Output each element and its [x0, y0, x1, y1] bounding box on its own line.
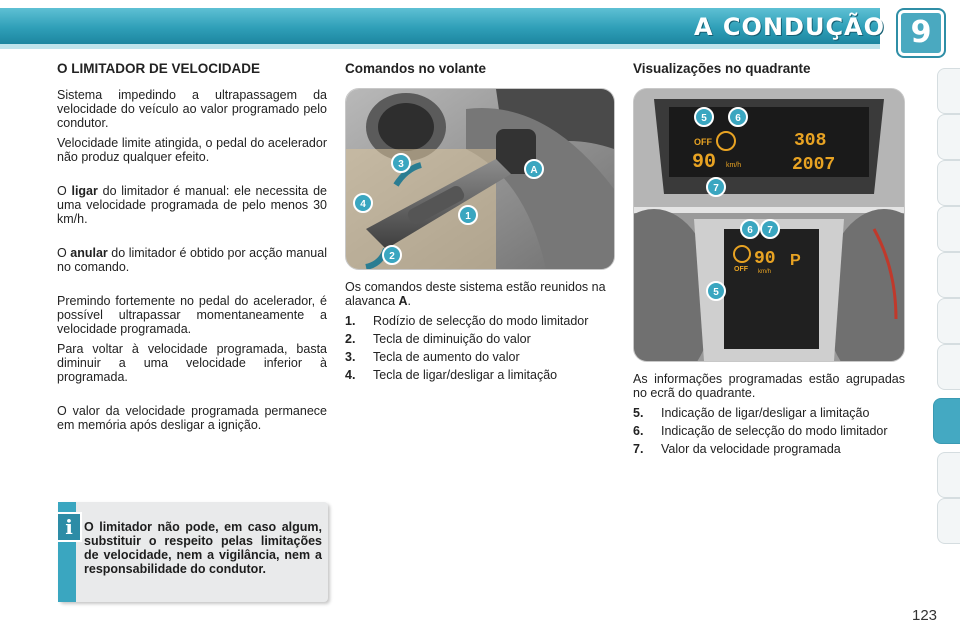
paragraph: As informações programadas estão agrupadas no ecrã do quadrante.: [633, 372, 905, 400]
svg-text:2: 2: [389, 251, 395, 262]
info-text: O limitador não pode, em caso algum, substituir o respeito pelas limitações de velocidade, nem a vigilância, nem a responsabilidade do condutor.: [84, 520, 322, 576]
chapter-tab[interactable]: [937, 160, 960, 206]
svg-text:7: 7: [713, 183, 719, 194]
chapter-tab[interactable]: [937, 298, 960, 344]
svg-text:6: 6: [735, 113, 741, 124]
info-icon: i: [56, 512, 82, 542]
svg-text:OFF: OFF: [734, 266, 748, 273]
page-number: 123: [912, 607, 938, 624]
chapter-tab[interactable]: [937, 498, 960, 544]
column-steering-controls: [345, 62, 615, 386]
svg-text:5: 5: [701, 113, 707, 124]
section-title: O LIMITADOR DE VELOCIDADE: [57, 61, 261, 76]
list-item: 4. Tecla de ligar/desligar a limitação: [345, 368, 558, 382]
list-item: 7. Valor da velocidade programada: [633, 442, 841, 456]
list-item: 1. Rodízio de selecção do modo limitador: [345, 314, 589, 328]
chapter-number-badge: 9: [898, 10, 944, 56]
list-item: 3. Tecla de aumento do valor: [345, 350, 520, 364]
svg-text:2007: 2007: [792, 155, 836, 175]
svg-text:6: 6: [747, 225, 753, 236]
callout-a: [525, 160, 543, 178]
callout-6-bottom: [741, 220, 759, 238]
column-speed-limiter: [57, 62, 327, 438]
paragraph: Velocidade limite atingida, o pedal do acelerador não produz qualquer efeito.: [57, 136, 327, 164]
chapter-tabs: [930, 68, 960, 568]
chapter-tab[interactable]: [937, 206, 960, 252]
paragraph: Os comandos deste sistema estão reunidos na alavanca A.: [345, 280, 606, 308]
keyword: anular: [70, 246, 108, 260]
paragraph: Sistema impedindo a ultrapassagem da velocidade do veículo ao valor programado pelo condutor.: [57, 88, 327, 130]
svg-text:A: A: [530, 165, 538, 176]
paragraph: O ligar do limitador é manual: ele necessita de uma velocidade programada de pelo menos 30 km/h.: [57, 184, 327, 226]
keyword: A: [398, 294, 408, 308]
column-dashboard-display: [633, 62, 905, 460]
section-title: Comandos no volante: [345, 61, 487, 76]
callout-7-bottom: [761, 220, 779, 238]
chapter-tab[interactable]: [937, 452, 960, 498]
display-list: [633, 406, 905, 456]
list-item: 2. Tecla de diminuição do valor: [345, 332, 531, 346]
paragraph: O anular do limitador é obtido por acção manual no comando.: [57, 246, 327, 274]
svg-text:OFF: OFF: [694, 137, 712, 147]
callout-5-bottom: [707, 282, 725, 300]
svg-text:90: 90: [692, 151, 717, 174]
svg-text:km/h: km/h: [758, 269, 772, 275]
callout-7-top: [707, 178, 725, 196]
header-stripe: [0, 44, 880, 49]
callout-6-top: [729, 108, 747, 126]
callout-3: [392, 154, 410, 172]
page-header: [0, 0, 960, 56]
chapter-tab[interactable]: [937, 114, 960, 160]
svg-text:90: 90: [754, 249, 776, 269]
callout-5-top: [695, 108, 713, 126]
svg-text:308: 308: [794, 131, 827, 151]
chapter-tab[interactable]: [937, 68, 960, 114]
svg-text:P: P: [790, 252, 801, 269]
paragraph: O valor da velocidade programada permanece em memória após desligar a ignição.: [57, 404, 327, 432]
keyword: ligar: [71, 184, 98, 198]
svg-text:3: 3: [398, 159, 404, 170]
svg-text:4: 4: [360, 199, 366, 210]
instrument-panel-illustration: [633, 88, 905, 362]
svg-text:1: 1: [465, 211, 471, 222]
info-notice: [58, 502, 328, 602]
chapter-title: A CONDUÇÃO: [694, 13, 886, 41]
section-title: Visualizações no quadrante: [633, 61, 811, 76]
callout-4: [354, 194, 372, 212]
svg-text:km/h: km/h: [726, 162, 742, 169]
paragraph: Premindo fortemente no pedal do acelerador, é possível ultrapassar momentaneamente a velocidade programada.: [57, 294, 327, 336]
paragraph: Para voltar à velocidade programada, basta diminuir a uma velocidade inferior à programada.: [57, 342, 327, 384]
svg-text:7: 7: [767, 225, 773, 236]
steering-stalk-illustration: [345, 88, 615, 270]
chapter-tab-active[interactable]: [933, 398, 960, 444]
callout-1: [459, 206, 477, 224]
controls-list: [345, 314, 615, 382]
chapter-tab[interactable]: [937, 344, 960, 390]
list-item: 5. Indicação de ligar/desligar a limitação: [633, 406, 870, 420]
svg-text:5: 5: [713, 287, 719, 298]
list-item: 6. Indicação de selecção do modo limitador: [633, 424, 888, 438]
chapter-tab[interactable]: [937, 252, 960, 298]
callout-2: [383, 246, 401, 264]
